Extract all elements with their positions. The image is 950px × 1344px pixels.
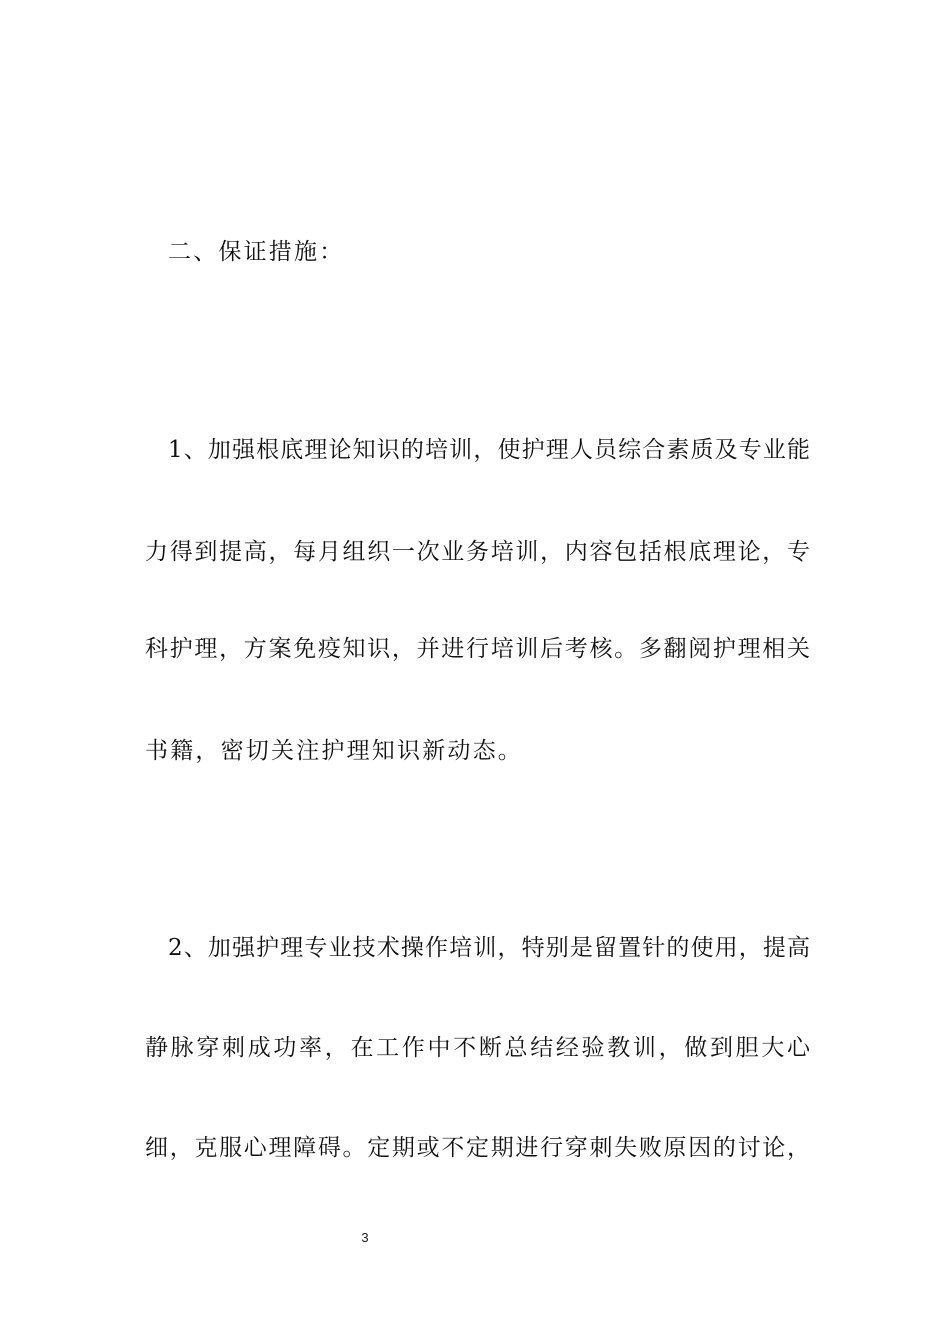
paragraph-1-line-4: 书籍，密切关注护理知识新动态。 [145,738,523,764]
paragraph-1-line-2: 力得到提高，每月组织一次业务培训，内容包括根底理论，专 [145,539,810,565]
page-number: 3 [361,1230,369,1245]
paragraph-1-line-3: 科护理，方案免疫知识，并进行培训后考核。多翻阅护理相关 [145,636,810,662]
section-heading: 二、保证措施： [168,239,345,265]
paragraph-2-line-1: 2、加强护理专业技术操作培训，特别是留置针的使用，提高 [168,935,810,961]
paragraph-2-line-2: 静脉穿刺成功率，在工作中不断总结经验教训，做到胆大心 [145,1035,810,1061]
paragraph-2-line-3: 细，克服心理障碍。定期或不定期进行穿刺失败原因的讨论， [145,1135,810,1161]
paragraph-1-line-1: 1、加强根底理论知识的培训，使护理人员综合素质及专业能 [168,437,810,463]
